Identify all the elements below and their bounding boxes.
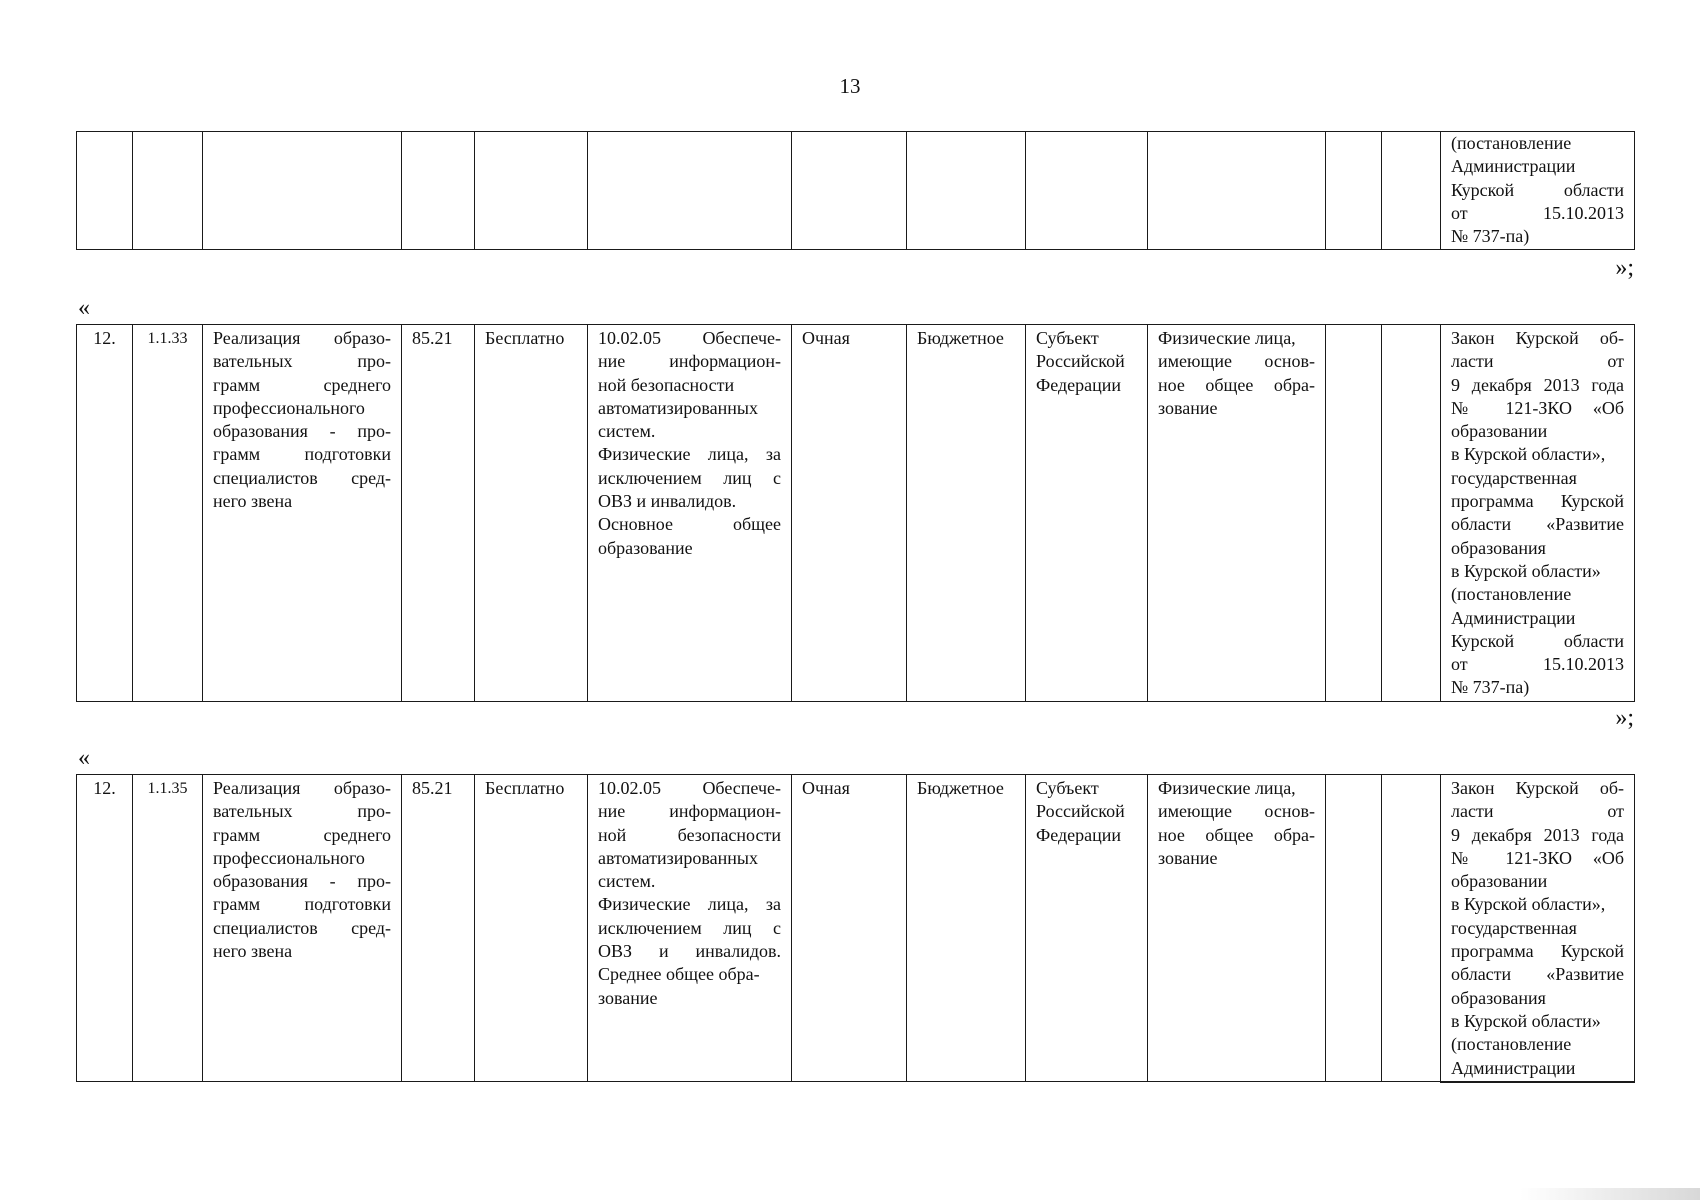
cell-type: Бюджетное xyxy=(907,775,1026,1082)
service-line: вательных про- xyxy=(213,801,391,822)
cell-empty-1 xyxy=(1326,132,1382,250)
cell-payment xyxy=(475,132,588,250)
cell-empty-1 xyxy=(1326,325,1382,702)
cell-code xyxy=(133,132,203,250)
consumers-line: Физические лица, xyxy=(1158,778,1296,798)
cell-level xyxy=(1026,132,1148,250)
table-row xyxy=(77,325,1635,702)
law-line: Закон Курской об- xyxy=(1451,778,1624,798)
law-line: Курской области xyxy=(1451,630,1624,651)
level-line: Федерации xyxy=(1036,824,1122,845)
cell-empty-2 xyxy=(1382,325,1441,702)
spec-line: образование xyxy=(598,537,693,558)
spec-line: Физические лица, за xyxy=(598,894,781,915)
law-line: области «Развитие xyxy=(1451,514,1624,535)
spec-line: ние информацион- xyxy=(598,801,781,822)
service-line: образования - про- xyxy=(213,421,391,442)
service-line: образования - про- xyxy=(213,871,391,892)
law-line: образования xyxy=(1451,537,1546,558)
cell-num: 12. xyxy=(77,325,133,702)
law-line: в Курской области» xyxy=(1451,1010,1601,1031)
cell-law xyxy=(1441,325,1635,702)
law-line: от 15.10.2013 xyxy=(1451,202,1624,223)
cell-spec xyxy=(588,325,792,702)
spec-line: Среднее общее обра- xyxy=(598,964,760,985)
opening-quote: « xyxy=(78,295,90,321)
consumers-line: ное общее обра- xyxy=(1158,824,1315,845)
law-line: (постановление xyxy=(1451,1034,1572,1055)
law-line: в Курской области», xyxy=(1451,894,1606,915)
spec-line: зование xyxy=(598,987,658,1008)
cell-form xyxy=(792,132,907,250)
spec-line: Основное общее xyxy=(598,514,781,535)
cell-okved: 85.21 xyxy=(402,325,475,702)
consumers-line: имеющие основ- xyxy=(1158,801,1315,822)
table-row-1-1-35 xyxy=(76,774,1635,1083)
cell-form: Очная xyxy=(792,775,907,1082)
service-line: Реализация образо- xyxy=(213,328,391,348)
cell-spec xyxy=(588,132,792,250)
spec-line: исключением лиц с xyxy=(598,467,781,488)
cell-empty-2 xyxy=(1382,775,1441,1082)
table-continuation xyxy=(76,131,1635,250)
spec-line: ОВЗ и инвалидов. xyxy=(598,491,737,512)
law-line: ласти от xyxy=(1451,801,1624,822)
spec-line: исключением лиц с xyxy=(598,917,781,938)
service-line: него звена xyxy=(213,491,293,512)
service-line: вательных про- xyxy=(213,351,391,372)
cell-service xyxy=(203,325,402,702)
cell-level xyxy=(1026,325,1148,702)
law-line: Администрации xyxy=(1451,607,1576,628)
cell-type xyxy=(907,132,1026,250)
consumers-line: ное общее обра- xyxy=(1158,374,1315,395)
cell-code: 1.1.33 xyxy=(133,325,203,702)
cell-spec xyxy=(588,775,792,1082)
spec-line: ной безопасности xyxy=(598,824,781,845)
cell-num xyxy=(77,132,133,250)
law-line: области «Развитие xyxy=(1451,964,1624,985)
cell-empty-2 xyxy=(1382,132,1441,250)
consumers-line: зование xyxy=(1158,847,1218,868)
law-line: государственная xyxy=(1451,917,1577,938)
law-line: (постановление xyxy=(1451,133,1572,153)
cell-law xyxy=(1441,132,1635,250)
law-line: образовании xyxy=(1451,421,1548,442)
service-line: специалистов сред- xyxy=(213,917,391,938)
service-line: грамм среднего xyxy=(213,374,391,395)
closing-quote: »; xyxy=(1615,705,1634,731)
service-line: грамм подготовки xyxy=(213,444,391,465)
cell-empty-1 xyxy=(1326,775,1382,1082)
level-line: Субъект xyxy=(1036,328,1099,348)
consumers-line: зование xyxy=(1158,397,1218,418)
spec-line: автоматизированных xyxy=(598,847,758,868)
cell-service xyxy=(203,132,402,250)
cell-law xyxy=(1441,775,1635,1082)
cell-consumers xyxy=(1148,775,1326,1082)
service-line: него звена xyxy=(213,941,293,962)
law-line: № 737-па) xyxy=(1451,677,1530,698)
service-line: грамм среднего xyxy=(213,824,391,845)
law-line: Курской области xyxy=(1451,179,1624,200)
cell-payment: Бесплатно xyxy=(475,325,588,702)
cell-okved: 85.21 xyxy=(402,775,475,1082)
service-line: специалистов сред- xyxy=(213,467,391,488)
spec-line: 10.02.05 Обеспече- xyxy=(598,328,781,348)
table-row xyxy=(77,132,1635,250)
consumers-line: Физические лица, xyxy=(1158,328,1296,348)
service-line: профессионального xyxy=(213,847,365,868)
spec-line: автоматизированных xyxy=(598,397,758,418)
cell-form: Очная xyxy=(792,325,907,702)
consumers-line: имеющие основ- xyxy=(1158,351,1315,372)
law-line: ласти от xyxy=(1451,351,1624,372)
closing-quote: »; xyxy=(1615,255,1634,281)
spec-line: Физические лица, за xyxy=(598,444,781,465)
law-line: Администрации xyxy=(1451,1057,1576,1078)
level-line: Российской xyxy=(1036,801,1125,822)
level-line: Российской xyxy=(1036,351,1125,372)
law-line: № 737-па) xyxy=(1451,226,1530,247)
law-line: в Курской области» xyxy=(1451,560,1601,581)
cell-okved xyxy=(402,132,475,250)
scan-edge-shadow xyxy=(1520,1188,1700,1200)
law-line: государственная xyxy=(1451,467,1577,488)
law-line: программа Курской xyxy=(1451,941,1624,962)
cell-code: 1.1.35 xyxy=(133,775,203,1082)
law-line: в Курской области», xyxy=(1451,444,1606,465)
level-line: Федерации xyxy=(1036,374,1122,395)
page-number: 13 xyxy=(839,74,861,98)
cell-service xyxy=(203,775,402,1082)
table-row-1-1-33 xyxy=(76,324,1635,702)
spec-line: систем. xyxy=(598,421,656,442)
cell-type: Бюджетное xyxy=(907,325,1026,702)
law-line: № 121-ЗКО «Об xyxy=(1451,397,1624,418)
cell-consumers xyxy=(1148,325,1326,702)
law-line: 9 декабря 2013 года xyxy=(1451,374,1624,395)
table-row xyxy=(77,775,1635,1082)
service-line: Реализация образо- xyxy=(213,778,391,798)
law-line: (постановление xyxy=(1451,584,1572,605)
level-line: Субъект xyxy=(1036,778,1099,798)
law-line: Администрации xyxy=(1451,156,1576,177)
cell-consumers xyxy=(1148,132,1326,250)
spec-line: 10.02.05 Обеспече- xyxy=(598,778,781,798)
law-line: образовании xyxy=(1451,871,1548,892)
spec-line: систем. xyxy=(598,871,656,892)
cell-level xyxy=(1026,775,1148,1082)
cell-num: 12. xyxy=(77,775,133,1082)
law-line: Закон Курской об- xyxy=(1451,328,1624,348)
law-line: № 121-ЗКО «Об xyxy=(1451,847,1624,868)
service-line: профессионального xyxy=(213,397,365,418)
service-line: грамм подготовки xyxy=(213,894,391,915)
spec-line: ОВЗ и инвалидов. xyxy=(598,941,781,962)
cell-payment: Бесплатно xyxy=(475,775,588,1082)
spec-line: ной безопасности xyxy=(598,374,735,395)
law-line: 9 декабря 2013 года xyxy=(1451,824,1624,845)
law-line: программа Курской xyxy=(1451,491,1624,512)
law-line: образования xyxy=(1451,987,1546,1008)
opening-quote: « xyxy=(78,745,90,771)
law-line: от 15.10.2013 xyxy=(1451,654,1624,675)
spec-line: ние информацион- xyxy=(598,351,781,372)
